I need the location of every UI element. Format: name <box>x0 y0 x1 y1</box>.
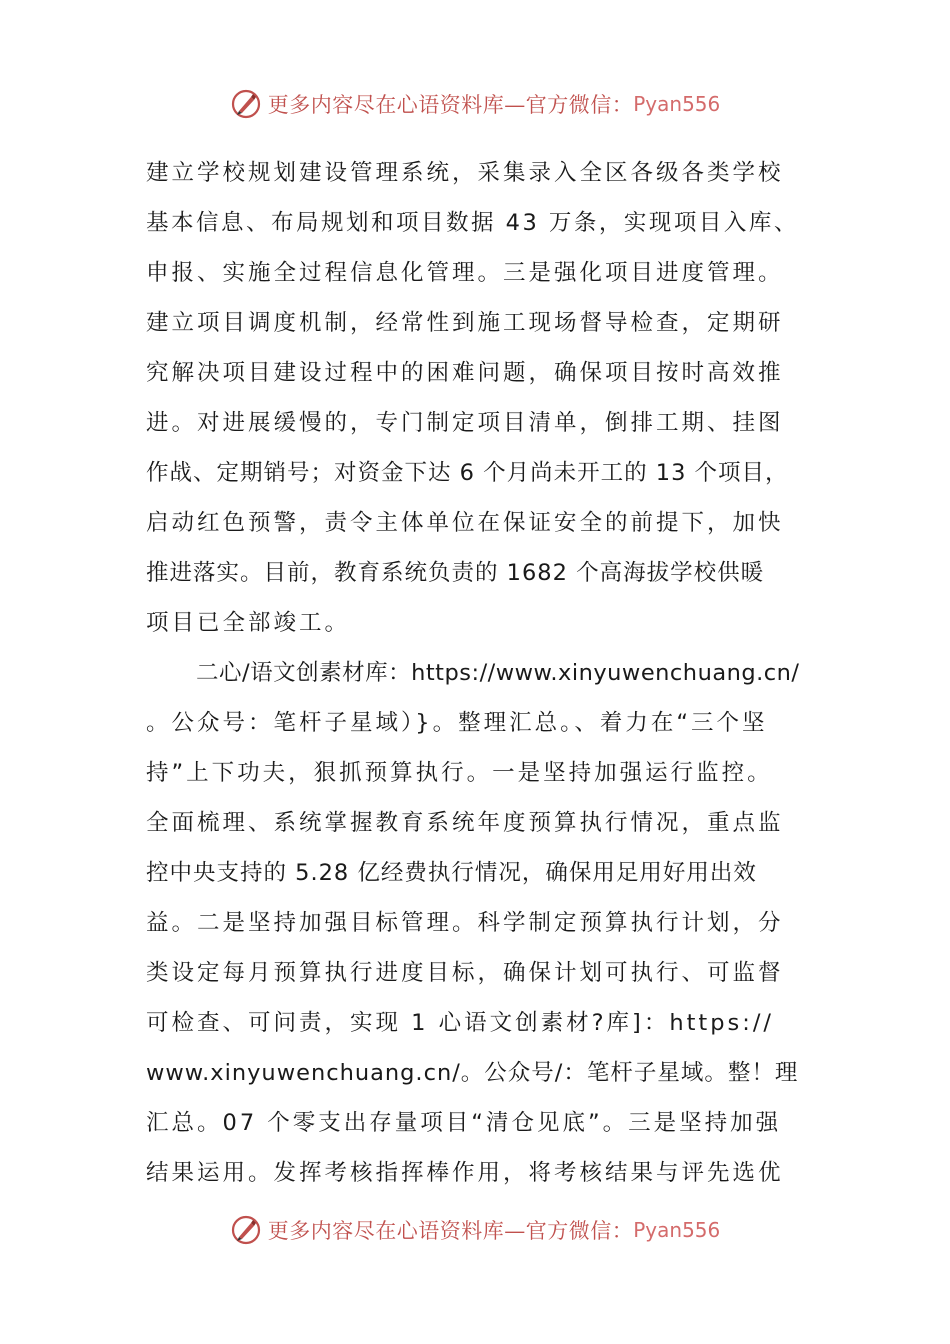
pen-logo-icon <box>230 1214 262 1246</box>
text-line: 作战、定期销号；对资金下达 6 个月尚未开工的 13 个项目， <box>146 460 789 486</box>
text-line: 进。对进展缓慢的，专门制定项目清单，倒排工期、挂图 <box>146 410 784 436</box>
text-line: 究解决项目建设过程中的困难问题，确保项目按时高效推 <box>146 360 784 386</box>
text-line: 二心/语文创素材库：https://www.xinyuwenchuang.cn/ <box>196 660 800 686</box>
text-line: 控中央支持的 5.28 亿经费执行情况，确保用足用好用出效 <box>146 860 757 886</box>
text-line: 项目已全部竣工。 <box>146 610 351 636</box>
text-line: 。公众号：笔杆子星域）}。整理汇总。、着力在“三个坚 <box>146 710 768 736</box>
text-line: 益。二是坚持加强目标管理。科学制定预算执行计划，分 <box>146 910 784 936</box>
text-line: 汇总。07 个零支出存量项目“清仓见底”。三是坚持加强 <box>146 1110 782 1136</box>
text-line: 建立项目调度机制，经常性到施工现场督导检查，定期研 <box>146 310 784 336</box>
text-line: www.xinyuwenchuang.cn/。公众号/：笔杆子星域。整！理 <box>146 1060 799 1086</box>
banner-wechat-id: Pyan556 <box>633 92 721 116</box>
body-text <box>146 148 811 1198</box>
banner-text: 更多内容尽在心语资料库—官方微信： <box>267 93 634 117</box>
banner-text: 更多内容尽在心语资料库—官方微信： <box>267 1219 634 1243</box>
text-line: 全面梳理、系统掌握教育系统年度预算执行情况，重点监 <box>146 810 784 836</box>
text-line: 推进落实。目前，教育系统负责的 1682 个高海拔学校供暖 <box>146 560 765 586</box>
text-line: 结果运用。发挥考核指挥棒作用，将考核结果与评先选优 <box>146 1160 784 1186</box>
banner-wechat-id: Pyan556 <box>633 1218 721 1242</box>
text-line: 类设定每月预算执行进度目标，确保计划可执行、可监督 <box>146 960 784 986</box>
pen-logo-icon <box>230 88 262 120</box>
text-line: 可检查、可问责，实现 1 心语文创素材?库]：https:// <box>146 1010 774 1036</box>
text-line: 启动红色预警，责令主体单位在保证安全的前提下，加快 <box>146 510 784 536</box>
text-line: 持”上下功夫，狠抓预算执行。一是坚持加强运行监控。 <box>146 760 773 786</box>
text-line: 基本信息、布局规划和项目数据 43 万条，实现项目入库、 <box>146 210 799 236</box>
footer-banner <box>0 1210 950 1250</box>
header-banner <box>0 84 950 124</box>
text-line: 建立学校规划建设管理系统，采集录入全区各级各类学校 <box>146 160 784 186</box>
text-line: 申报、实施全过程信息化管理。三是强化项目进度管理。 <box>146 260 784 286</box>
